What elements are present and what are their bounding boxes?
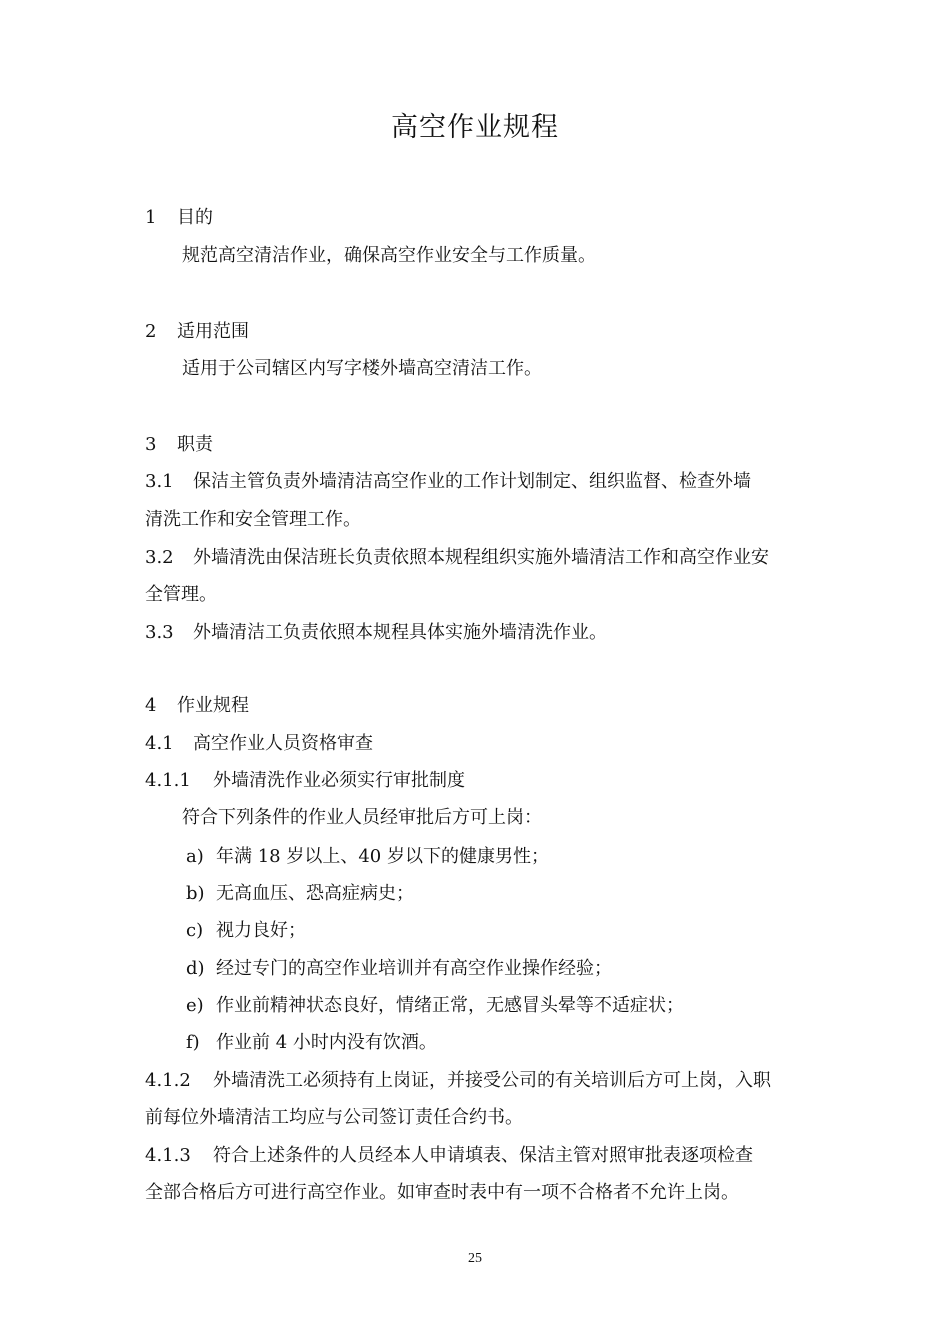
section-number: 4 <box>145 695 157 716</box>
section-title: 目的 <box>177 207 213 228</box>
list-item <box>186 1030 437 1056</box>
clause-number: 3.2 <box>145 547 174 568</box>
paragraph: 规范高空清洁作业，确保高空作业安全与工作质量。 <box>182 245 596 266</box>
clause-continuation: 前每位外墙清洁工均应与公司签订责任合约书。 <box>145 1107 523 1128</box>
clause-number: 4.1.2 <box>145 1070 191 1091</box>
section-number: 2 <box>145 321 157 342</box>
section-title: 职责 <box>177 434 213 455</box>
section-heading <box>145 693 249 719</box>
list-marker: a) <box>186 846 204 867</box>
clause-number: 4.1.3 <box>145 1145 191 1166</box>
clause-line <box>145 1143 753 1169</box>
subsection-number: 4.1 <box>145 733 174 754</box>
section-title: 适用范围 <box>177 321 249 342</box>
paragraph: 适用于公司辖区内写字楼外墙高空清洁工作。 <box>182 358 542 379</box>
clause-number: 3.1 <box>145 471 174 492</box>
clause-continuation: 全管理。 <box>145 584 217 605</box>
clause-text: 符合上述条件的人员经本人申请填表、保洁主管对照审批表逐项检查 <box>213 1145 753 1166</box>
list-text: 作业前精神状态良好，情绪正常，无感冒头晕等不适症状； <box>216 995 684 1016</box>
section-heading <box>145 319 249 345</box>
section-number: 3 <box>145 434 157 455</box>
list-item <box>186 956 612 982</box>
list-marker: e) <box>186 995 204 1016</box>
clause-line <box>145 545 769 571</box>
list-item <box>186 881 414 907</box>
section-heading <box>145 432 213 458</box>
page-title: 高空作业规程 <box>391 112 559 143</box>
clause-text: 外墙清洁工负责依照本规程具体实施外墙清洗作业。 <box>193 622 607 643</box>
list-marker: f) <box>186 1032 200 1053</box>
list-text: 无高血压、恐高症病史； <box>216 883 414 904</box>
clause-number: 4.1.1 <box>145 770 191 791</box>
list-item <box>186 844 549 870</box>
paragraph: 符合下列条件的作业人员经审批后方可上岗： <box>182 807 542 828</box>
list-marker: b) <box>186 883 205 904</box>
list-marker: d) <box>186 958 205 979</box>
list-item <box>186 993 684 1019</box>
clause-text: 外墙清洗工必须持有上岗证，并接受公司的有关培训后方可上岗，入职 <box>213 1070 771 1091</box>
clause-line <box>145 768 465 794</box>
clause-text: 外墙清洗作业必须实行审批制度 <box>213 770 465 791</box>
list-text: 视力良好； <box>216 920 306 941</box>
list-text: 经过专门的高空作业培训并有高空作业操作经验； <box>216 958 612 979</box>
clause-line <box>145 469 751 495</box>
section-number: 1 <box>145 207 157 228</box>
clause-number: 3.3 <box>145 622 174 643</box>
subsection-title: 高空作业人员资格审查 <box>193 733 373 754</box>
list-text: 年满 18 岁以上、40 岁以下的健康男性； <box>216 846 549 867</box>
page-number: 25 <box>468 1251 482 1266</box>
section-title: 作业规程 <box>177 695 249 716</box>
list-marker: c) <box>186 920 204 941</box>
list-text: 作业前 4 小时内没有饮酒。 <box>216 1032 437 1053</box>
subsection-heading <box>145 731 373 757</box>
clause-line <box>145 1068 771 1094</box>
clause-continuation: 全部合格后方可进行高空作业。如审查时表中有一项不合格者不允许上岗。 <box>145 1182 739 1203</box>
section-heading <box>145 205 213 231</box>
clause-continuation: 清洗工作和安全管理工作。 <box>145 509 361 530</box>
clause-line <box>145 620 607 646</box>
clause-text: 外墙清洗由保洁班长负责依照本规程组织实施外墙清洁工作和高空作业安 <box>193 547 769 568</box>
list-item <box>186 918 306 944</box>
clause-text: 保洁主管负责外墙清洁高空作业的工作计划制定、组织监督、检查外墙 <box>193 471 751 492</box>
